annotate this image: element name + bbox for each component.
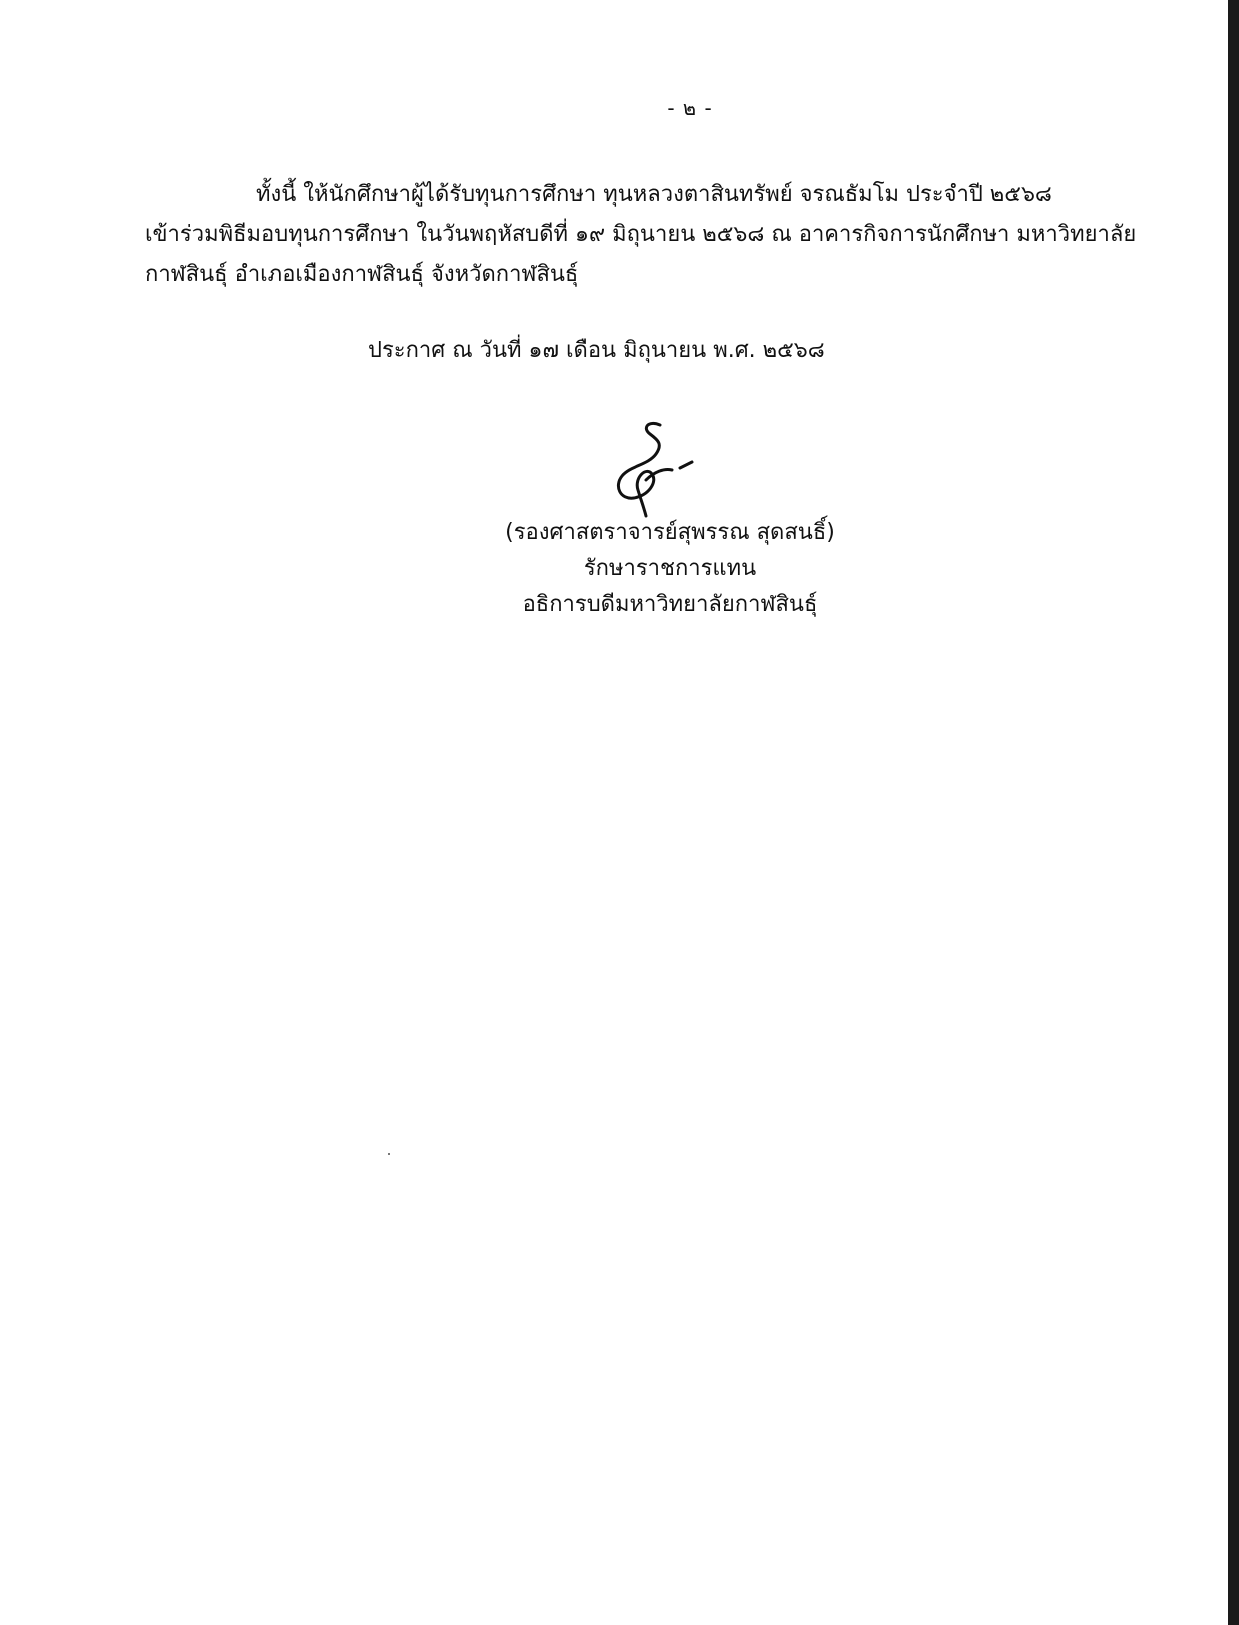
signer-acting-role: รักษาราชการแทน bbox=[583, 556, 757, 581]
body-line-1: ทั้งนี้ ให้นักศึกษาผู้ได้รับทุนการศึกษา ทุนหลวงตาสินทรัพย์ จรณธัมโม ประจำปี ๒๕๖๘ bbox=[256, 182, 1052, 207]
page-number: - ๒ - bbox=[667, 96, 713, 120]
body-line-3: กาฬสินธุ์ อำเภอเมืองกาฬสินธุ์ จังหวัดกาฬสินธุ์ bbox=[145, 262, 579, 287]
announcement-date: ประกาศ ณ วันที่ ๑๗ เดือน มิถุนายน พ.ศ. ๒๕๖๘ bbox=[368, 338, 825, 363]
body-line-2: เข้าร่วมพิธีมอบทุนการศึกษา ในวันพฤหัสบดีที่ ๑๙ มิถุนายน ๒๕๖๘ ณ อาคารกิจการนักศึกษา มหาวิทยาลัย bbox=[145, 222, 1137, 247]
handwritten-signature bbox=[608, 420, 718, 520]
signer-block bbox=[480, 515, 860, 623]
signer-name: (รองศาสตราจารย์สุพรรณ สุดสนธิ์) bbox=[505, 520, 835, 545]
scan-speck bbox=[388, 1153, 390, 1155]
scan-edge-border bbox=[1228, 0, 1239, 1625]
signer-position: อธิการบดีมหาวิทยาลัยกาฬสินธุ์ bbox=[522, 592, 818, 617]
